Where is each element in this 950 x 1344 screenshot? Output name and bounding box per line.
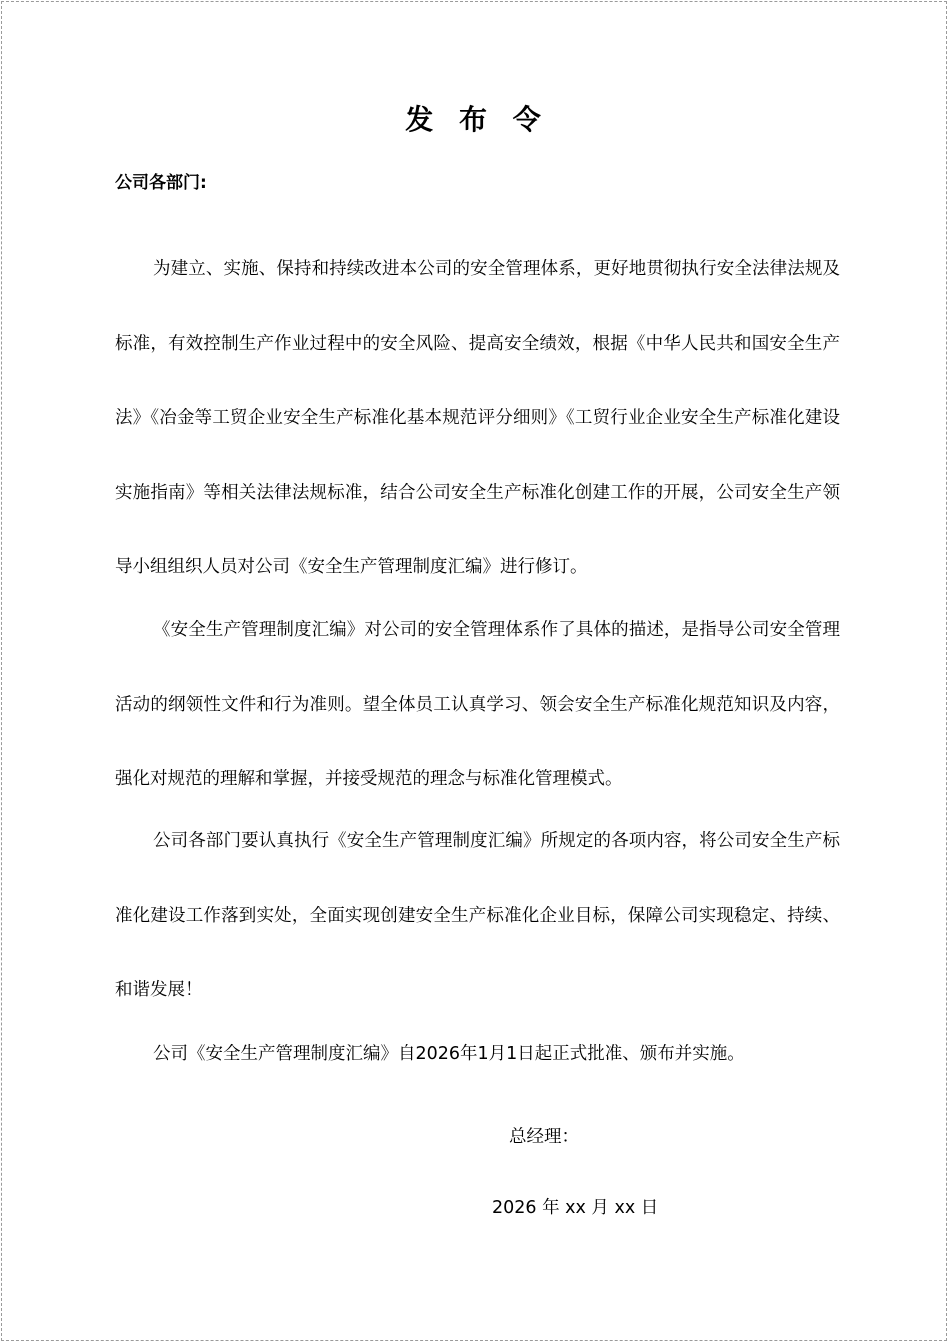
body-paragraph-3: 公司各部门要认真执行《安全生产管理制度汇编》所规定的各项内容，将公司安全生产标准化建设工作落到实处，全面实现创建安全生产标准化企业目标，保障公司实现稳定、持续、和谐发展！ [115,831,840,1000]
body-paragraph-1: 为建立、实施、保持和持续改进本公司的安全管理体系，更好地贯彻执行安全法律法规及标准，有效控制生产作业过程中的安全风险、提高安全绩效，根据《中华人民共和国安全生产法》《冶金等工贸企业安全生产标准化基本规范评分细则》《工贸行业企业安全生产标准化建设实施指南》等相关法律法规标准，结合公司安全生产标准化创建工作的开展，公司安全生产领导小组组织人员对公司《安全生产管理制度汇编》进行修订。 [115,259,840,577]
document-title: 发 布 令 [405,103,549,136]
body-paragraph-2: 《安全生产管理制度汇编》对公司的安全管理体系作了具体的描述，是指导公司安全管理活动的纲领性文件和行为准则。望全体员工认真学习、领会安全生产标准化规范知识及内容，强化对规范的理解和掌握，并接受规范的理念与标准化管理模式。 [115,620,840,789]
signature-date: 2026 年 xx 月 xx 日 [492,1198,659,1218]
document-page [1,1,947,1341]
signature-title: 总经理： [509,1127,579,1147]
salutation: 公司各部门: [115,173,207,193]
body-paragraph-4: 公司《安全生产管理制度汇编》自2026年1月1日起正式批准、颁布并实施。 [153,1044,745,1064]
